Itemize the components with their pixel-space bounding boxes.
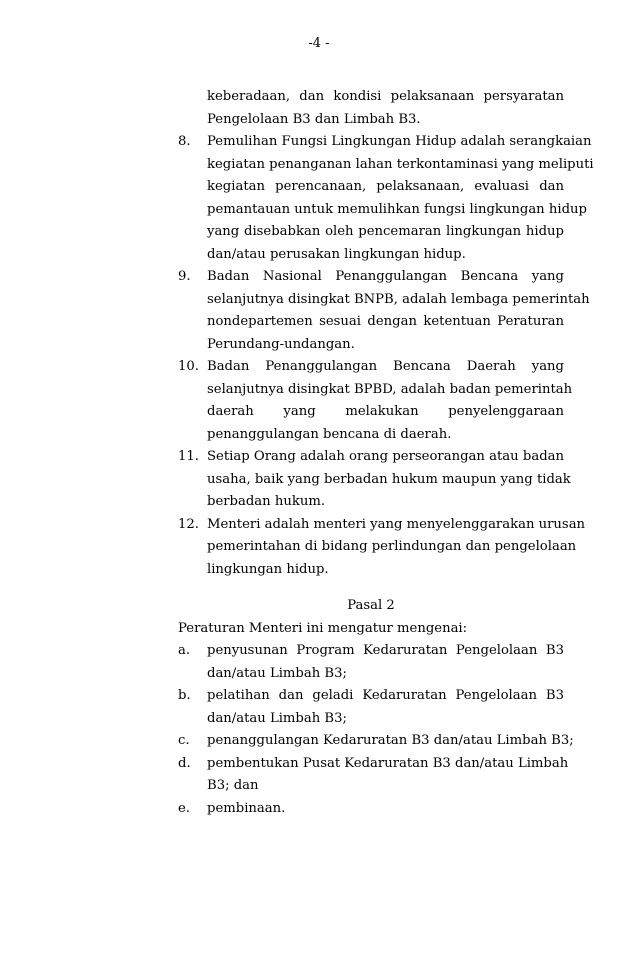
definition-item bbox=[178, 266, 590, 356]
text-line: kegiatan perencanaan, pelaksanaan, evaluasi dan bbox=[207, 179, 564, 194]
list-item bbox=[178, 640, 564, 685]
article-intro: Peraturan Menteri ini mengatur mengenai: bbox=[178, 620, 468, 636]
text-line: kegiatan penanganan lahan terkontaminasi yang meliputi bbox=[207, 156, 594, 172]
item-number: 10. bbox=[178, 359, 199, 374]
definition-item bbox=[178, 356, 573, 446]
text-line: lingkungan hidup. bbox=[207, 561, 329, 577]
text-line: selanjutnya disingkat BPBD, adalah badan pemerintah bbox=[207, 381, 573, 397]
continued-definition bbox=[178, 86, 564, 131]
text-line: Badan Nasional Penanggulangan Bencana yang bbox=[207, 269, 564, 284]
text-line: penanggulangan bencana di daerah. bbox=[207, 426, 452, 442]
list-item bbox=[178, 798, 564, 821]
text-line: Pemulihan Fungsi Lingkungan Hidup adalah serangkaian bbox=[207, 134, 592, 149]
text-line: penyusunan Program Kedaruratan Pengelolaan B3 bbox=[207, 643, 564, 658]
list-item bbox=[178, 685, 564, 730]
text-line: Pengelolaan B3 dan Limbah B3. bbox=[207, 111, 421, 127]
text-line: yang disebabkan oleh pencemaran lingkungan hidup bbox=[207, 224, 564, 239]
item-letter: a. bbox=[178, 643, 191, 658]
text-line: daerah yang melakukan penyelenggaraan bbox=[207, 404, 564, 419]
item-number: 8. bbox=[178, 134, 191, 149]
item-number: 9. bbox=[178, 269, 191, 284]
text-line: B3; dan bbox=[207, 778, 259, 793]
definition-item bbox=[178, 514, 586, 582]
text-line: keberadaan, dan kondisi pelaksanaan persyaratan bbox=[207, 89, 564, 104]
list-item bbox=[178, 730, 574, 753]
list-item bbox=[178, 753, 569, 798]
text-line: pembentukan Pusat Kedaruratan B3 dan/atau Limbah bbox=[207, 755, 569, 771]
text-line: penanggulangan Kedaruratan B3 dan/atau Limbah B3; bbox=[207, 733, 574, 748]
text-line: pelatihan dan geladi Kedaruratan Pengelolaan B3 bbox=[207, 688, 564, 703]
text-line: Badan Penanggulangan Bencana Daerah yang bbox=[207, 359, 564, 374]
text-line: Menteri adalah menteri yang menyelenggarakan urusan bbox=[207, 516, 586, 532]
text-line: selanjutnya disingkat BNPB, adalah lembaga pemerintah bbox=[207, 291, 590, 307]
text-line: pembinaan. bbox=[207, 800, 286, 816]
item-letter: e. bbox=[178, 800, 190, 816]
item-letter: b. bbox=[178, 688, 191, 703]
text-line: Setiap Orang adalah orang perseorangan atau badan bbox=[207, 449, 564, 464]
text-line: pemantauan untuk memulihkan fungsi lingkungan hidup bbox=[207, 201, 587, 217]
definition-item bbox=[178, 446, 571, 514]
document-body bbox=[178, 86, 594, 820]
text-line: pemerintahan di bidang perlindungan dan pengelolaan bbox=[207, 539, 577, 554]
text-line: usaha, baik yang berbadan hukum maupun yang tidak bbox=[207, 471, 571, 487]
text-line: dan/atau Limbah B3; bbox=[207, 710, 347, 726]
item-number: 12. bbox=[178, 516, 199, 532]
article-heading: Pasal 2 bbox=[347, 598, 395, 613]
definition-item bbox=[178, 131, 594, 266]
item-number: 11. bbox=[178, 449, 199, 464]
item-letter: d. bbox=[178, 755, 191, 771]
text-line: dan/atau perusakan lingkungan hidup. bbox=[207, 246, 466, 262]
page-number: -4 - bbox=[308, 36, 330, 51]
text-line: dan/atau Limbah B3; bbox=[207, 665, 347, 681]
item-letter: c. bbox=[178, 733, 190, 748]
text-line: nondepartemen sesuai dengan ketentuan Peraturan bbox=[207, 314, 564, 329]
text-line: berbadan hukum. bbox=[207, 494, 326, 509]
text-line: Perundang-undangan. bbox=[207, 336, 355, 352]
